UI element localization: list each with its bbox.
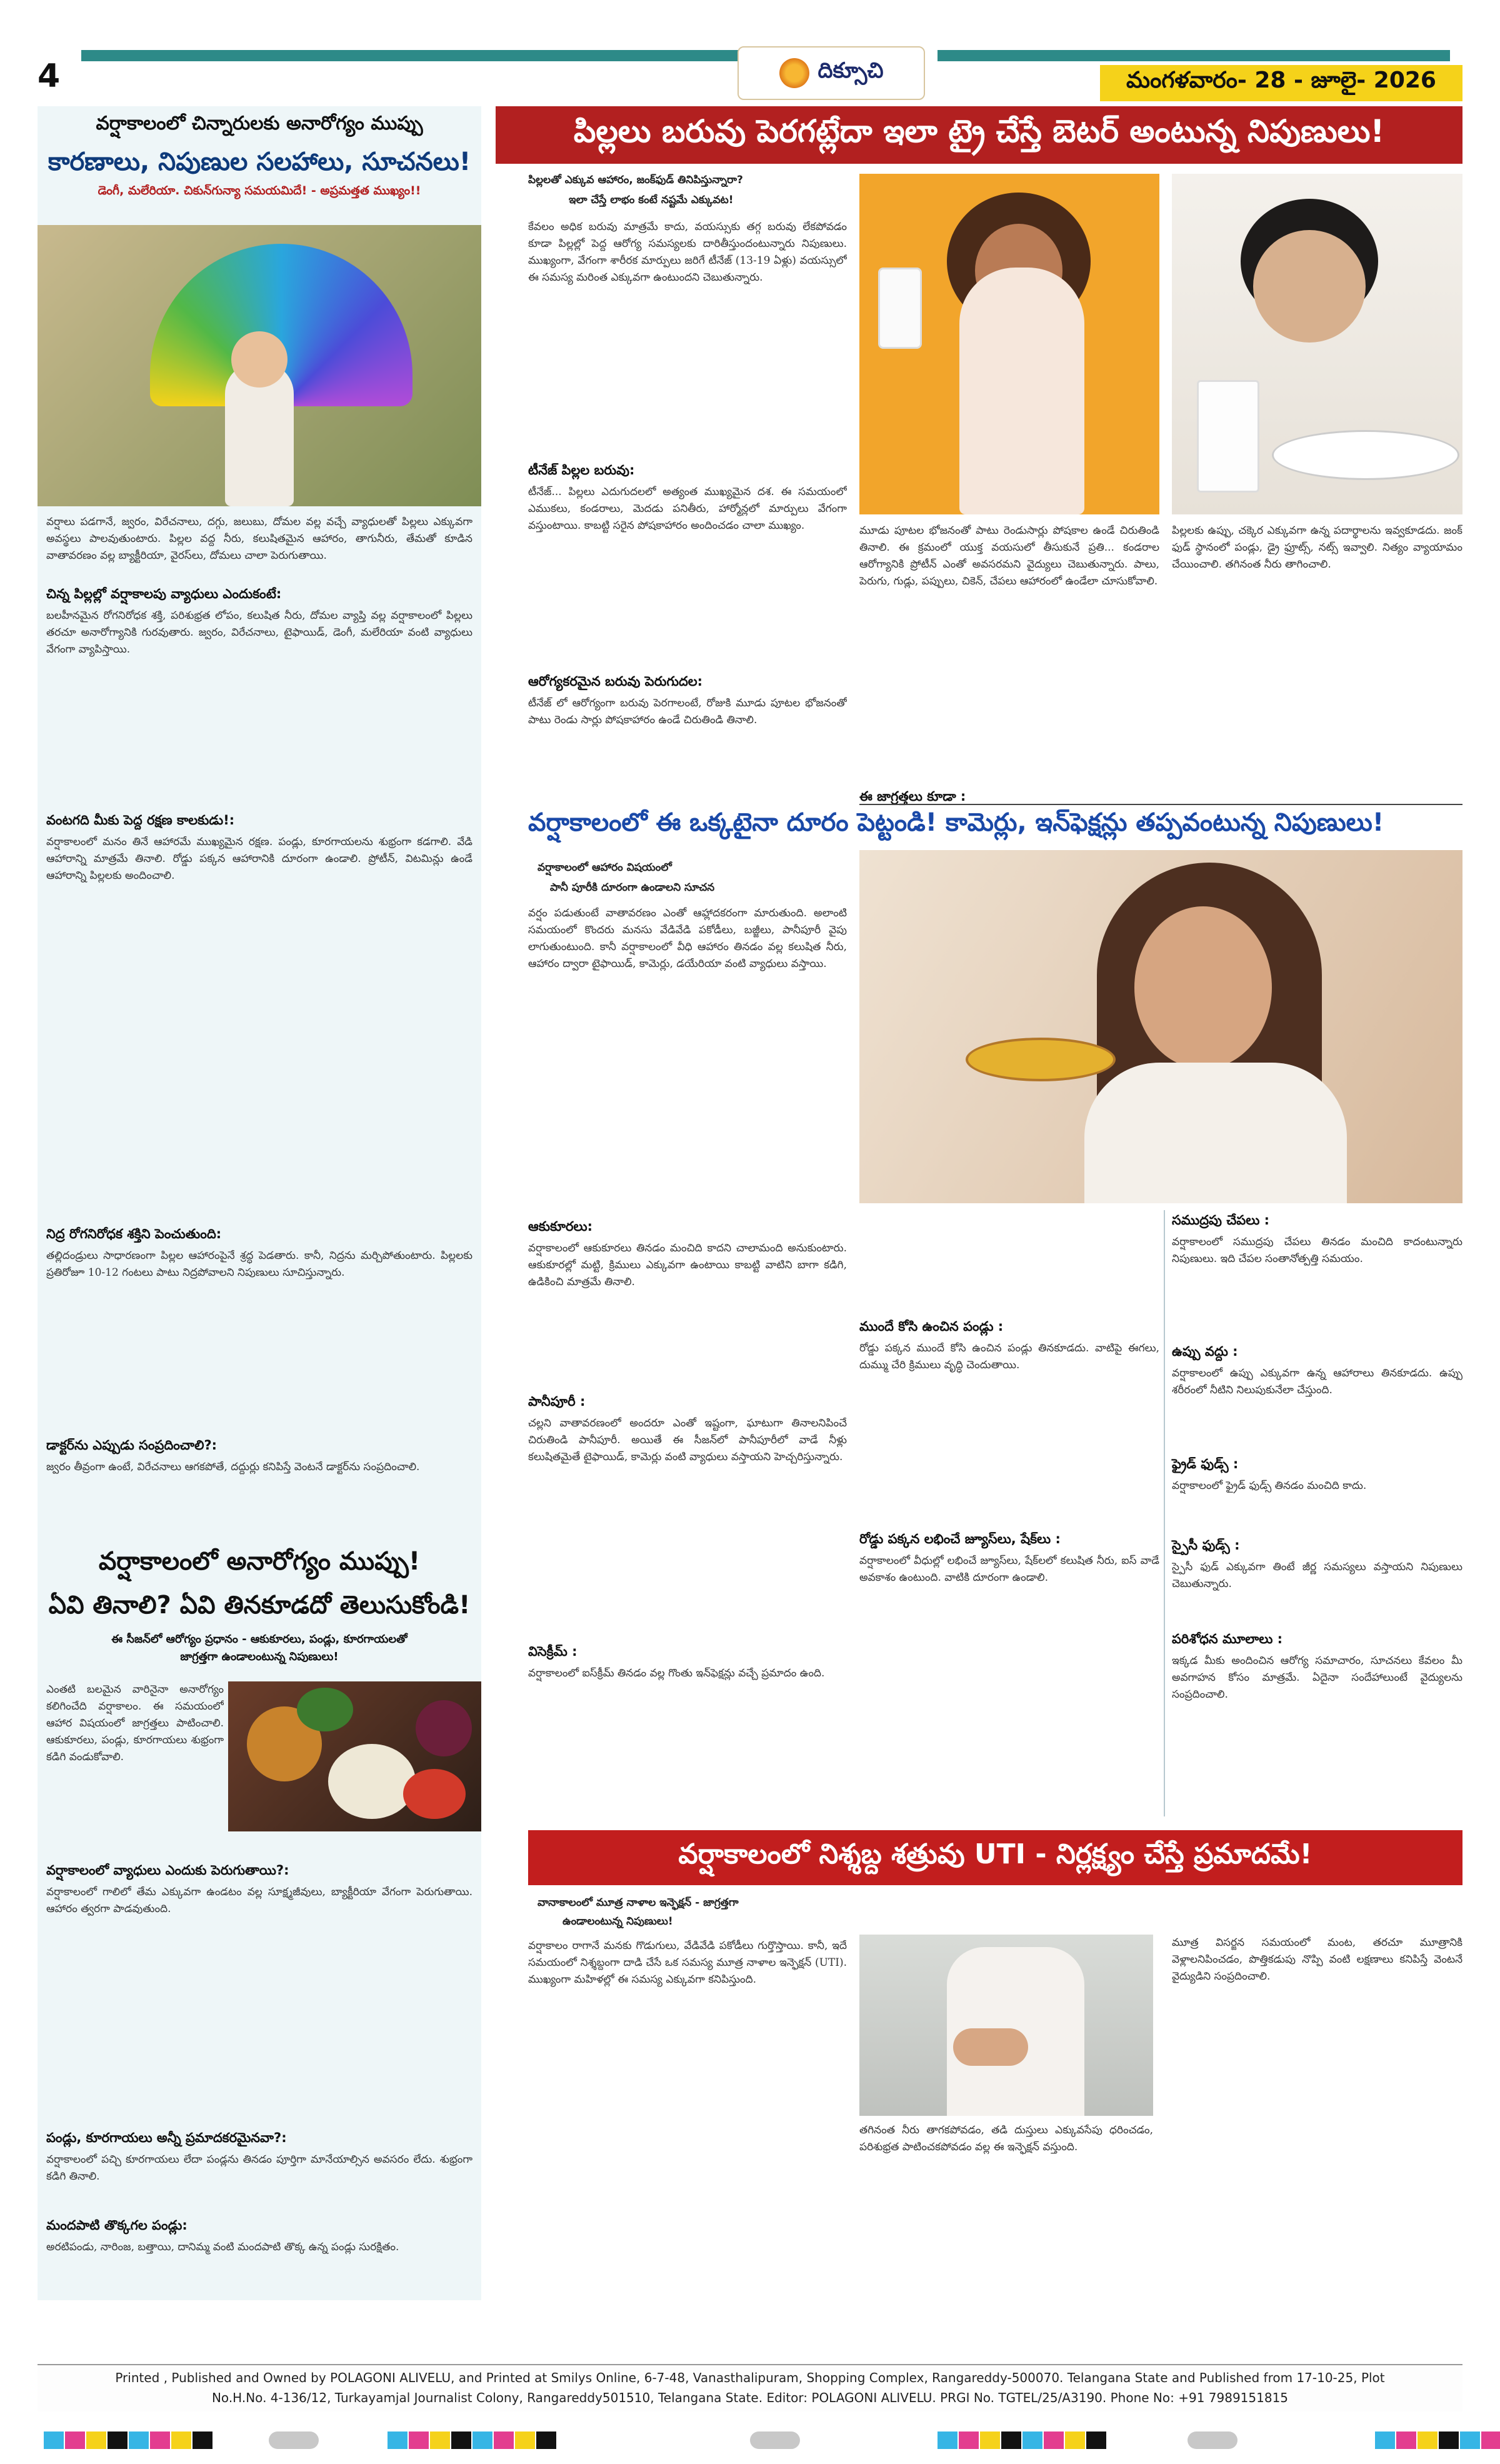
color-swatch xyxy=(451,2431,471,2449)
main-kicker-2: ఇలా చేస్తే లాభం కంటే నష్టమే ఎక్కువట! xyxy=(569,194,734,206)
main-para-3: టీనేజ్ లో ఆరోగ్యంగా బరువు పెరగాలంటే, రోజుకి మూడు పూటల భోజనంతో పాటు రెండు సార్లు పోషకాహారం ఉండే చిరుతిండి తినాలి. xyxy=(528,697,847,726)
color-swatch xyxy=(409,2431,429,2449)
left-kicker-2: ఈ సీజన్‌లో ఆరోగ్యం ప్రధానం - ఆకుకూరలు, పండ్లు, కూరగాయలతో xyxy=(111,1633,408,1646)
main-sub-2: ఆరోగ్యకరమైన బరువు పెరుగుదల: xyxy=(528,674,703,689)
left-para-5: ఎంతటి బలమైన వారినైనా అనారోగ్యం కలిగించేది వర్షాకాలం. ఈ సమయంలో ఆహార విషయంలో జాగ్రత్తలు పాటించాలి. ఆకుకూరలు, పండ్లు, కూరగాయలు శుభ్రంగా కడిగి వండుకోవాలి. xyxy=(46,1683,224,1763)
main-para-13: వర్షాకాలంలో ఫ్రైడ్ ఫుడ్స్ తినడం మంచిది కాదు. xyxy=(1172,1480,1367,1492)
main-para-5: పిల్లలకు ఉప్పు, చక్కెర ఎక్కువగా ఉన్న పదార్థాలను ఇవ్వకూడదు. జంక్ ఫుడ్ స్థానంలో పండ్లు, డ్రై ఫ్రూట్స్, నట్స్ ఇవ్వాలి. నిత్యం వ్యాయామం చేయించాలి. తగినంత నీరు తాగించాలి. xyxy=(1172,524,1462,571)
tomato-shape xyxy=(403,1769,466,1819)
header-rule-left xyxy=(81,50,762,61)
left-headline-2: కారణాలు, నిపుణుల సలహాలు, సూచనలు! xyxy=(48,148,471,176)
boy-with-food-photo xyxy=(1172,174,1462,514)
main-para-4: మూడు పూటల భోజనంతో పాటు రెండుసార్లు పోషకాల ఉండే చిరుతిండి తినాలి. ఈ క్రమంలో యుక్త వయసులో తీసుకునే ప్రతి... కండరాల ఆరోగ్యానికి ప్రోటీన్ ఎంతో అవసరమని వైద్యులు చెబుతున్నారు. పాలు, పెరుగు, గుడ్లు, పప్పులు, చికెన్, చేపలు ఆహారంలో ఉండేలా చూసుకోవాలి. xyxy=(859,524,1159,588)
abdominal-pain-photo xyxy=(859,1935,1153,2116)
main-kicker-6: ఉండాలంటున్న నిపుణులు! xyxy=(562,1915,673,1928)
main-sub-11: స్పైసీ ఫుడ్స్ : xyxy=(1172,1538,1240,1553)
left-sub-1: చిన్న పిల్లల్లో వర్షాకాలపు వ్యాధులు ఎందుకంటే: xyxy=(46,586,282,601)
color-swatch xyxy=(150,2431,170,2449)
milk-glass-icon xyxy=(878,268,922,349)
column-divider xyxy=(1164,1210,1165,1816)
uti-headline-text: వర్షాకాలంలో నిశ్శబ్ద శత్రువు UTI - నిర్లక్ష్యం చేస్తే ప్రమాదమే! xyxy=(678,1838,1312,1870)
color-swatch xyxy=(515,2431,535,2449)
registration-pill xyxy=(269,2431,319,2449)
main-para-12: వర్షాకాలంలో ఉప్పు ఎక్కువగా ఉన్న ఆహారాలు తినకూడదు. ఉప్పు శరీరంలో నీటిని నిలుపుకునేలా చేస్తుంది. xyxy=(1172,1367,1462,1396)
woman-face xyxy=(1134,906,1272,1069)
main-headline xyxy=(496,106,1462,164)
color-swatch xyxy=(472,2431,492,2449)
color-swatch xyxy=(536,2431,556,2449)
section-divider-1 xyxy=(859,804,1462,805)
child-umbrella-photo xyxy=(38,225,481,506)
logo-text: దిక్సూచి xyxy=(818,58,884,83)
left-headline-1: వర్షాకాలంలో చిన్నారులకు అనారోగ్యం ముప్పు xyxy=(96,113,423,134)
uti-headline xyxy=(528,1830,1462,1885)
color-swatch xyxy=(86,2431,106,2449)
left-para-3: తల్లిదండ్రులు సాధారణంగా పిల్లల ఆహారంపైనే శ్రద్ధ పెడతారు. కానీ, నిద్రను మర్చిపోతుంటారు. పిల్లలకు ప్రతిరోజూ 10-12 గంటలు పాటు నిద్రపోవాలని నిపుణులు సూచిస్తున్నారు. xyxy=(46,1250,472,1279)
header-rule-right xyxy=(938,50,1450,61)
main-sub-10: ఫ్రైడ్ ఫుడ్స్ : xyxy=(1172,1456,1239,1471)
main-para-6b xyxy=(859,1210,1159,1323)
main-sub-9: ఉప్పు వద్దు : xyxy=(1172,1344,1238,1359)
imprint-line-2: No.H.No. 4-136/12, Turkayamjal Journalist Colony, Rangareddy501510, Telangana State. Editor: POLAGONI ALIVELU. PRGI No. TGTEL/25/A3190. Phone No: +91 7989151815 xyxy=(211,2390,1289,2405)
left-sub-3: నిద్ర రోగనిరోధక శక్తిని పెంచుతుంది: xyxy=(46,1226,222,1241)
registration-pill xyxy=(750,2431,800,2449)
left-para-1: బలహీనమైన రోగనిరోధక శక్తి, పరిశుభ్రత లోపం, కలుషిత నీరు, దోమల వ్యాప్తి వల్ల వర్షాకాలంలో పిల్లలు తరచూ అనారోగ్యానికి గురవుతారు. జ్వరం, విరేచనాలు, టైఫాయిడ్, డెంగీ, మలేరియా వంటి వ్యాధులు వేగంగా వ్యాపిస్తాయి. xyxy=(46,609,472,656)
color-swatch xyxy=(192,2431,212,2449)
color-swatch xyxy=(388,2431,408,2449)
main-headline-text: పిల్లలు బరువు పెరగట్లేదా ఇలా ట్రై చేస్తే బెటర్ అంటున్న నిపుణులు! xyxy=(573,113,1385,149)
boy-face xyxy=(1253,230,1366,343)
main-sub-3: ఈ జాగ్రత్తలు కూడా : xyxy=(859,789,966,804)
snack-plate-icon xyxy=(966,1038,1116,1081)
main-para-10: వర్షాకాలంలో వీధుల్లో లభించే జ్యూస్‌లు, షేక్‌లలో కలుషిత నీరు, ఐస్ వాడే అవకాశం ఉంటుంది. వాటికి దూరంగా ఉండాలి. xyxy=(859,1555,1159,1584)
left-intro: వర్షాలు పడగానే, జ్వరం, విరేచనాలు, దగ్గు, జలుబు, దోమల వల్ల వచ్చే వ్యాధులతో పిల్లలు ఎక్కువగా అవస్థలు పాలవుతుంటారు. పిల్లల వద్ద నీరు, కలుషితమైన ఆహారం, తాగునీరు, తేమతో కూడిన వాతావరణం వల్ల బ్యాక్టీరియా, వైరస్‌లు, దోమలు చాలా పెరుగుతాయి. xyxy=(46,516,472,562)
left-sub-7: మందపాటి తొక్కగల పండ్లు: xyxy=(46,2218,188,2233)
main-sub-5: పానీపూరీ : xyxy=(528,1394,586,1409)
color-swatch xyxy=(494,2431,514,2449)
main-para-6: వర్షం పడుతుంటే వాతావరణం ఎంతో ఆహ్లాదకరంగా మారుతుంది. అలాంటి సమయంలో కొందరు మనసు వేడివేడి పకోడీలు, బజ్జీలు, పానీపూరీ వైపు లాగుతుంటుంది. కానీ వర్షాకాలంలో వీధి ఆహారం తినడం వల్ల కలుషిత నీరు, ఆహారం ద్వారా టైఫాయిడ్, కామెర్లు, డయేరియా వంటి వ్యాధులు వస్తాయి. xyxy=(528,907,847,970)
color-swatch xyxy=(65,2431,85,2449)
main-sub-6: ముందే కోసి ఉంచిన పండ్లు : xyxy=(859,1319,1004,1334)
main-kicker-1: పిల్లలతో ఎక్కువ ఆహారం, జంక్‌ఫుడ్ తినిపిస్తున్నారా? xyxy=(528,174,743,186)
left-para-6: వర్షాకాలంలో గాలిలో తేమ ఎక్కువగా ఉండటం వల్ల సూక్ష్మజీవులు, బ్యాక్టీరియా వేగంగా పెరుగుతాయి. ఆహారం త్వరగా పాడవుతుంది. xyxy=(46,1886,472,1915)
left-sub-5: వర్షాకాలంలో వ్యాధులు ఎందుకు పెరుగుతాయి?: xyxy=(46,1863,289,1878)
imprint-footer xyxy=(38,2364,1462,2411)
color-swatch xyxy=(938,2431,958,2449)
vegetables-photo xyxy=(228,1681,481,1831)
color-swatch xyxy=(1481,2431,1500,2449)
main-sub-4: ఆకుకూరలు: xyxy=(528,1219,592,1234)
woman-shirt xyxy=(1084,1063,1347,1203)
main-sub-13: విసెక్రీమ్ : xyxy=(528,1644,578,1659)
main-para-15: ఇక్కడ మీకు అందించిన ఆరోగ్య సమాచారం, సూచనలు కేవలం మీ అవగాహన కోసం మాత్రమే. ఏదైనా సందేహాలుంటే వైద్యులను సంప్రదించాలి. xyxy=(1172,1655,1462,1701)
main-kicker-5: వానాకాలంలో మూత్ర నాళాల ఇన్ఫెక్షన్ - జాగ్రత్తగా xyxy=(538,1896,739,1909)
blue-headline xyxy=(528,806,1462,845)
child-head xyxy=(231,331,288,388)
imprint-line-1: Printed , Published and Owned by POLAGONI ALIVELU, and Printed at Smilys Online, 6-7-48, Vanasthalipuram, Shopping Complex, Rangareddy-500070. Telangana State and Published from 17-10-25, Plot xyxy=(115,2370,1385,2385)
milk-glass-icon-2 xyxy=(1197,380,1259,493)
color-swatch xyxy=(1022,2431,1042,2449)
main-para-19: మూత్ర విసర్జన సమయంలో మంట, తరచూ మూత్రానికి వెళ్లాలనిపించడం, పొత్తికడుపు నొప్పి వంటి లక్షణాలు కనిపిస్తే వెంటనే వైద్యుడిని సంప్రదించాలి. xyxy=(1172,1936,1462,1983)
color-swatch xyxy=(129,2431,149,2449)
left-sub-6: పండ్లు, కూరగాయలు అన్నీ ప్రమాదకరమైనవా?: xyxy=(46,2130,287,2145)
color-swatch xyxy=(1439,2431,1459,2449)
color-swatch xyxy=(1396,2431,1416,2449)
left-kicker-3: జాగ్రత్తగా ఉండాలంటున్న నిపుణులు! xyxy=(180,1650,339,1663)
left-headline-4: ఏవి తినాలి? ఏవి తినకూడదో తెలుసుకోండి! xyxy=(48,1591,471,1620)
color-swatch xyxy=(1065,2431,1085,2449)
main-para-7: వర్షాకాలంలో ఆకుకూరలు తినడం మంచిది కాదని చాలామంది అనుకుంటారు. ఆకుకూరల్లో మట్టి, క్రిములు ఎక్కువగా ఉంటాయి కాబట్టి వాటిని బాగా కడిగి, ఉడికించి మాత్రమే తినాలి. xyxy=(528,1242,847,1288)
eggplant-shape xyxy=(416,1700,472,1756)
left-para-7: వర్షాకాలంలో పచ్చి కూరగాయలు లేదా పండ్లను తినడం పూర్తిగా మానేయాల్సిన అవసరం లేదు. శుభ్రంగా కడిగి తినాలి. xyxy=(46,2153,472,2183)
main-para-2: టీనేజ్... పిల్లలు ఎదుగుదలలో అత్యంత ముఖ్యమైన దశ. ఈ సమయంలో ఎముకలు, కండరాలు, మెదడు పనితీరు, హార్మోన్లలో మార్పులు వేగంగా వస్తుంటాయి. కాబట్టి సరైన పోషకాహారం అందించడం చాలా ముఖ్యం. xyxy=(528,486,847,532)
print-color-bar xyxy=(0,2431,1500,2450)
color-swatch xyxy=(44,2431,64,2449)
main-para-14: స్పైసీ ఫుడ్ ఎక్కువగా తింటే జీర్ణ సమస్యలు వస్తాయని నిపుణులు చెబుతున్నారు. xyxy=(1172,1561,1462,1590)
color-swatch xyxy=(171,2431,191,2449)
masthead-logo xyxy=(738,46,925,100)
color-swatch xyxy=(1418,2431,1438,2449)
color-swatch xyxy=(980,2431,1000,2449)
color-swatch xyxy=(959,2431,979,2449)
compass-sun-icon xyxy=(779,58,809,88)
color-swatch xyxy=(1375,2431,1395,2449)
greens-shape xyxy=(297,1688,353,1731)
girl-dress xyxy=(959,268,1084,514)
left-sub-2: వంటగది మీకు పెద్ద రక్షణ కాలకుడు!: xyxy=(46,813,235,828)
left-sub-4: డాక్టర్‌ను ఎప్పుడు సంప్రదించాలి?: xyxy=(46,1438,218,1453)
left-para-2: వర్షాకాలంలో మనం తినే ఆహారమే ముఖ్యమైన రక్షణ. పండ్లు, కూరగాయలను శుభ్రంగా కడగాలి. వేడి ఆహారాన్ని మాత్రమే తినాలి. రోడ్డు పక్కన ఆహారానికి దూరంగా ఉండాలి. ప్రోటీన్, విటమిన్లు ఉండే ఆహారాన్ని పిల్లలకు అందించాలి. xyxy=(46,836,472,882)
color-swatch xyxy=(1044,2431,1064,2449)
blue-headline-text: వర్షాకాలంలో ఈ ఒక్కటైనా దూరం పెట్టండి! కామెర్లు, ఇన్‌ఫెక్షన్లు తప్పవంటున్న నిపుణులు! xyxy=(528,808,1384,837)
main-para-8: చల్లని వాతావరణంలో అందరూ ఎంతో ఇష్టంగా, ఘాటుగా తినాలనిపించే చిరుతిండి పానీపూరీ. అయితే ఈ సీజన్‌లో పానీపూరీలో వాడే నీళ్లు కలుషితమైతే టైఫాయిడ్, కామెర్లు వంటి వ్యాధులు వస్తాయని హెచ్చరిస్తున్నారు. xyxy=(528,1417,847,1463)
main-kicker-3: వర్షాకాలంలో ఆహారం విషయంలో xyxy=(538,861,672,874)
main-kicker-4: పానీ పూరీకి దూరంగా ఉండాలని సూచన xyxy=(550,881,715,894)
left-para-5b xyxy=(46,1835,472,1860)
cauliflower-shape xyxy=(328,1744,416,1819)
main-para-18: తగినంత నీరు తాగకపోవడం, తడి దుస్తులు ఎక్కువసేపు ధరించడం, పరిశుభ్రత పాటించకపోవడం వల్ల ఈ ఇన్ఫెక్షన్ వస్తుంది. xyxy=(859,2124,1153,2153)
main-para-17: వర్షాకాలం రాగానే మనకు గొడుగులు, వేడివేడి పకోడీలు గుర్తొస్తాయి. కానీ, ఇదే సమయంలో నిశ్శబ్దంగా దాడి చేసే ఒక సమస్య మూత్ర నాళాల ఇన్ఫెక్షన్ (UTI). ముఖ్యంగా మహిళల్లో ఈ సమస్య ఎక్కువగా కనిపిస్తుంది. xyxy=(528,1940,847,1986)
main-sub-1: టీనేజ్ పిల్లల బరువు: xyxy=(528,463,635,478)
left-headline-3: వర్షాకాలంలో అనారోగ్యం ముప్పు! xyxy=(98,1547,421,1576)
page-header xyxy=(38,46,1462,111)
color-swatch xyxy=(430,2431,450,2449)
color-swatch xyxy=(108,2431,128,2449)
issue-date: మంగళవారం- 28 - జూలై- 2026 xyxy=(1100,65,1462,101)
left-kicker: డెంగీ, మలేరియా. చికున్‌గున్యా సమయమిదే! - అప్రమత్తత ముఖ్యం!! xyxy=(98,184,421,198)
girl-refusing-milk-photo xyxy=(859,174,1159,514)
page-number: 4 xyxy=(38,58,61,95)
main-sub-7: రోడ్డు పక్కన లభించే జ్యూస్‌లు, షేక్‌లు : xyxy=(859,1531,1061,1546)
main-para-16: వర్షాకాలంలో ఐస్‌క్రీమ్ తినడం వల్ల గొంతు ఇన్‌ఫెక్షన్లు వచ్చే ప్రమాదం ఉంది. xyxy=(528,1667,825,1680)
color-swatch xyxy=(1460,2431,1480,2449)
food-plate-icon xyxy=(1272,430,1459,480)
hand-on-abdomen xyxy=(953,2028,1028,2066)
main-sub-12: పరిశోధన మూలాలు : xyxy=(1172,1631,1283,1646)
main-para-1: కేవలం అధిక బరువు మాత్రమే కాదు, వయస్సుకు తగ్గ బరువు లేకపోవడం కూడా పిల్లల్లో పెద్ద ఆరోగ్య సమస్యలకు దారితీస్తుందంటున్నారు నిపుణులు. ముఖ్యంగా, వేగంగా శారీరక మార్పులు జరిగే టీనేజ్ (13-19 ఏళ్లు) వయస్సులో ఈ సమస్య మరింత ఎక్కువగా ఉంటుందని చెబుతున్నారు. xyxy=(528,221,847,284)
woman-eating-photo xyxy=(859,850,1462,1203)
color-swatch xyxy=(1086,2431,1106,2449)
left-para-4: జ్వరం తీవ్రంగా ఉంటే, విరేచనాలు ఆగకపోతే, దద్దుర్లు కనిపిస్తే వెంటనే డాక్టర్‌ను సంప్రదించాలి. xyxy=(46,1461,420,1473)
left-para-8: అరటిపండు, నారింజ, బత్తాయి, దానిమ్మ వంటి మందపాటి తొక్క ఉన్న పండ్లు సురక్షితం. xyxy=(46,2241,399,2253)
registration-pill xyxy=(1188,2431,1238,2449)
main-para-9: రోడ్డు పక్కన ముందే కోసి ఉంచిన పండ్లు తినకూడదు. వాటిపై ఈగలు, దుమ్ము చేరి క్రిములు వృద్ధి చెందుతాయి. xyxy=(859,1342,1159,1371)
color-swatch xyxy=(1001,2431,1021,2449)
main-sub-8: సముద్రపు చేపలు : xyxy=(1172,1213,1270,1228)
main-para-11: వర్షాకాలంలో సముద్రపు చేపలు తినడం మంచిది కాదంటున్నారు నిపుణులు. ఇది చేపల సంతానోత్పత్తి సమయం. xyxy=(1172,1236,1462,1265)
